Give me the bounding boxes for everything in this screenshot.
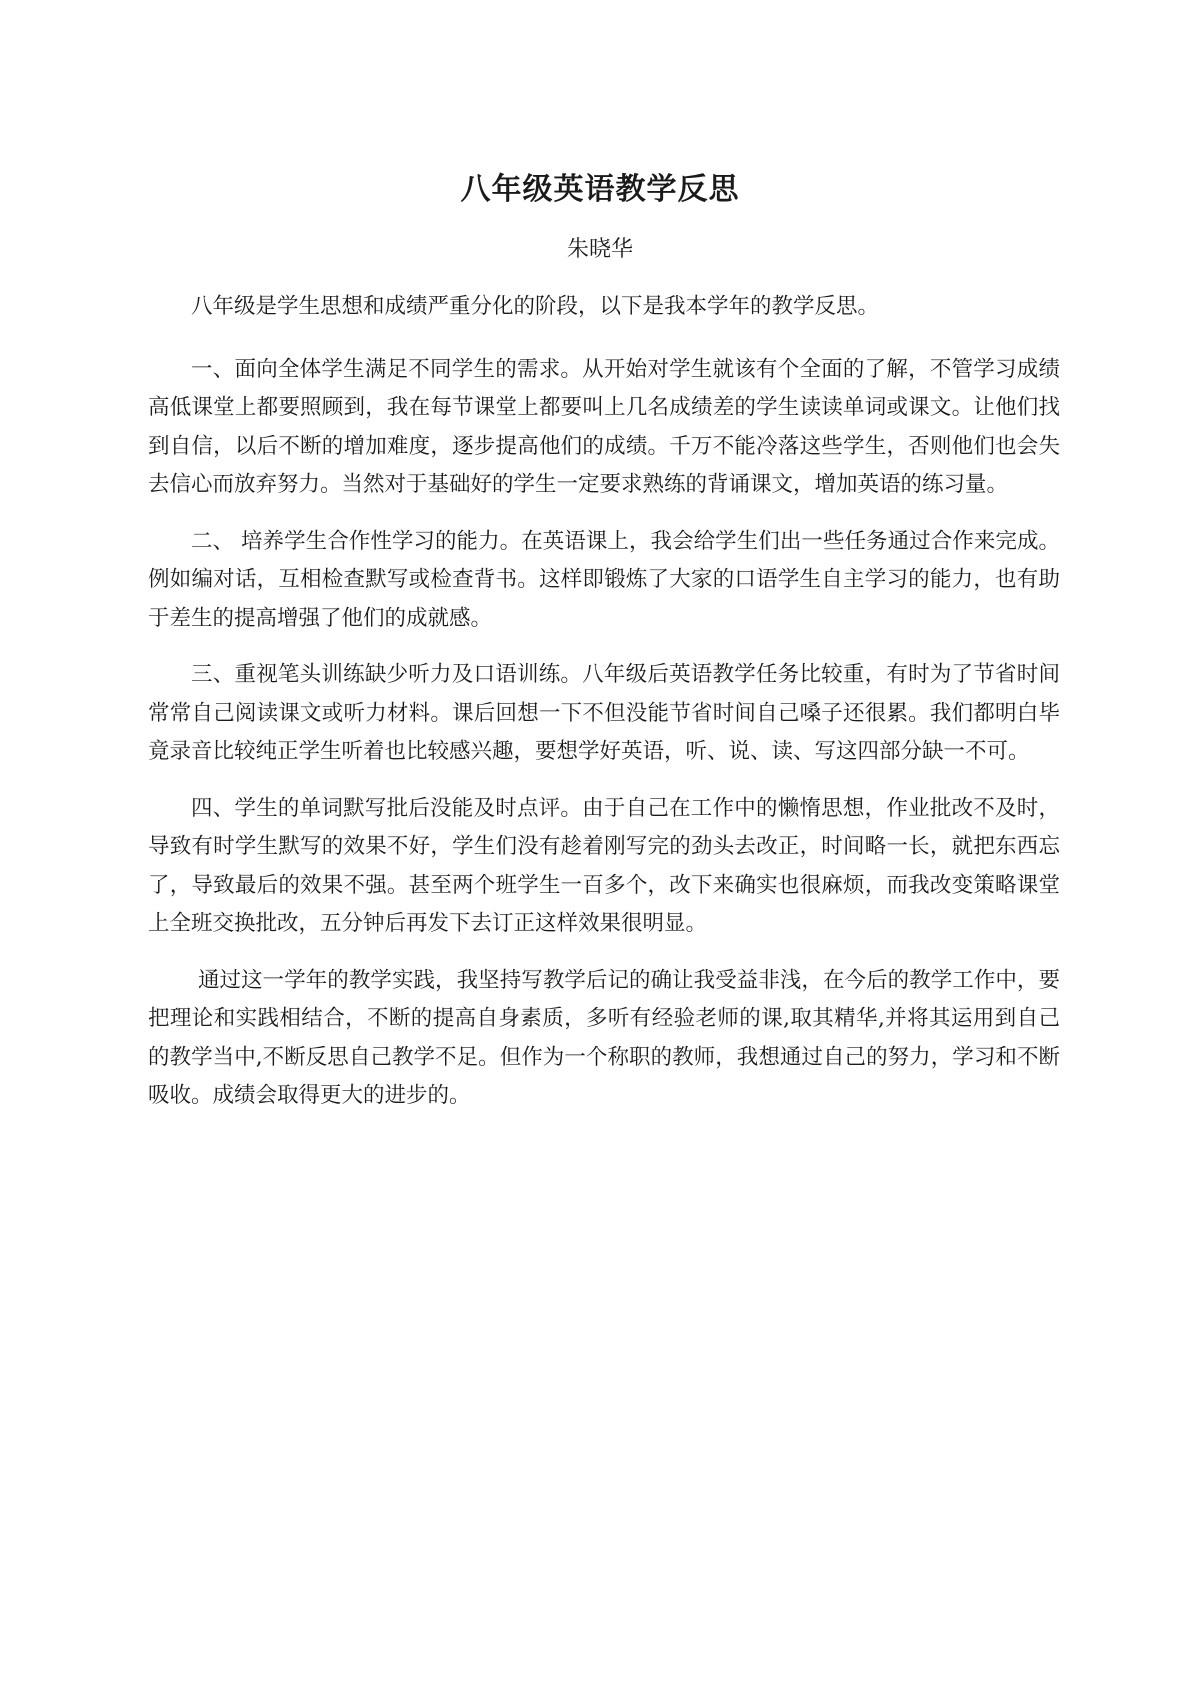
document-title: 八年级英语教学反思 — [460, 172, 740, 208]
paragraph-closing: 通过这一学年的教学实践，我坚持写教学后记的确让我受益非浅，在今后的教学工作中，要把理论和实践相结合，不断的提高自身素质，多听有经验老师的课,取其精华,并将其运用到自己的教学当中,不断反思自己教学不足。但作为一个称职的教师，我想通过自己的努力，学习和不断吸收。成绩会取得更大的进步的。 — [148, 967, 1060, 1108]
author-name: 朱晓华 — [566, 237, 633, 262]
paragraph-point-4: 四、学生的单词默写批后没能及时点评。由于自己在工作中的懒惰思想，作业批改不及时，导致有时学生默写的效果不好，学生们没有趁着刚写完的劲头去改正，时间略一长，就把东西忘了，导致最后的效果不强。甚至两个班学生一百多个，改下来确实也很麻烦，而我改变策略课堂上全班交换批改，五分钟后再发下去订正这样效果很明显。 — [148, 795, 1060, 936]
paragraph-intro: 八年级是学生思想和成绩严重分化的阶段，以下是我本学年的教学反思。 — [191, 294, 880, 319]
document-body — [148, 288, 1060, 1134]
paragraph-point-1: 一、面向全体学生满足不同学生的需求。从开始对学生就该有个全面的了解，不管学习成绩高低课堂上都要照顾到，我在每节课堂上都要叫上几名成绩差的学生读读单词或课文。让他们找到自信，以后不断的增加难度，逐步提高他们的成绩。千万不能冷落这些学生，否则他们也会失去信心而放弃努力。当然对于基础好的学生一定要求熟练的背诵课文，增加英语的练习量。 — [148, 356, 1060, 497]
paragraph-point-2: 二、 培养学生合作性学习的能力。在英语课上，我会给学生们出一些任务通过合作来完成。例如编对话，互相检查默写或检查背书。这样即锻炼了大家的口语学生自主学习的能力，也有助于差生的提高增强了他们的成就感。 — [148, 528, 1060, 631]
paragraph-point-3: 三、重视笔头训练缺少听力及口语训练。八年级后英语教学任务比较重，有时为了节省时间常常自己阅读课文或听力材料。课后回想一下不但没能节省时间自己嗓子还很累。我们都明白毕竟录音比较纯正学生听着也比较感兴趣，要想学好英语，听、说、读、写这四部分缺一不可。 — [148, 662, 1060, 764]
